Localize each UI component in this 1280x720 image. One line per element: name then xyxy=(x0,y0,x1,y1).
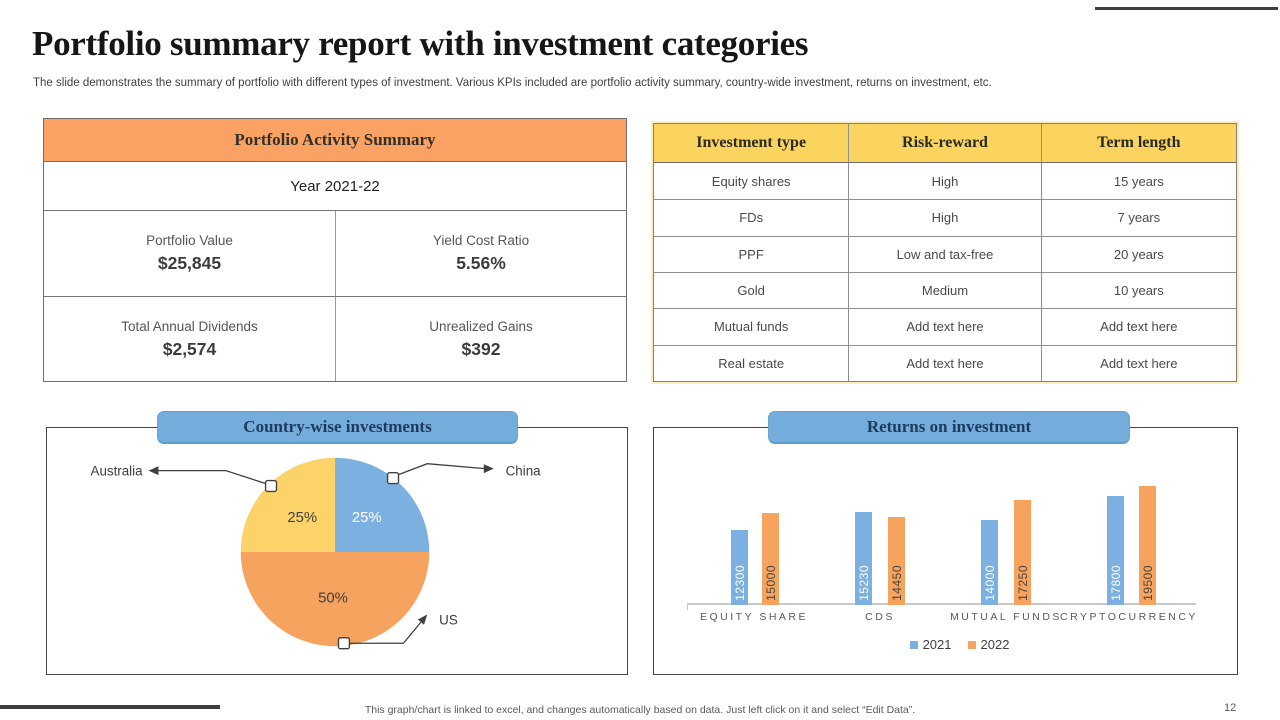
callout-line-china xyxy=(399,464,485,475)
legend-item-2022 xyxy=(968,637,1010,652)
bar-2021-equity-share[interactable] xyxy=(731,530,748,605)
x-axis-tick xyxy=(687,603,688,610)
footer-note: This graph/chart is linked to excel, and changes automatically based on data. Just left click on it and select “Edit Data”. xyxy=(364,704,916,716)
returns-bar-chart[interactable] xyxy=(653,427,1238,675)
bar-chart-title-banner xyxy=(768,411,1130,444)
kpi-label: Yield Cost Ratio xyxy=(432,233,530,248)
table-cell: Gold xyxy=(654,272,848,308)
bar-value-label: 12300 xyxy=(732,565,747,601)
column-header: Risk-reward xyxy=(848,124,1040,163)
category-label-cds: CDS xyxy=(865,611,895,623)
arrow-right-icon xyxy=(484,464,494,473)
adjust-handle-china[interactable] xyxy=(388,473,399,484)
column-header: Investment type xyxy=(654,124,848,163)
bar-value-label: 19500 xyxy=(1140,565,1155,601)
table-cell: 20 years xyxy=(1041,236,1236,272)
table-cell: High xyxy=(848,199,1040,235)
country-investments-pie-chart[interactable] xyxy=(46,427,628,675)
pie-label-china: China xyxy=(505,463,541,479)
kpi-label: Portfolio Value xyxy=(146,233,233,248)
page-title: Portfolio summary report with investment categories xyxy=(32,24,809,63)
bar-2022-mutual-funds[interactable] xyxy=(1014,500,1031,605)
table-cell: Add text here xyxy=(1041,345,1236,381)
legend-swatch-2021 xyxy=(910,641,918,649)
table-cell: Add text here xyxy=(848,345,1040,381)
table-cell: Real estate xyxy=(654,345,848,381)
investment-types-table[interactable] xyxy=(653,123,1237,382)
kpi-label: Unrealized Gains xyxy=(429,318,533,334)
pie-value-us: 50% xyxy=(318,590,348,607)
table-cell: 7 years xyxy=(1041,199,1236,235)
table-cell: FDs xyxy=(654,199,848,235)
top-accent-line xyxy=(1095,7,1278,10)
kpi-unrealized-gains xyxy=(335,297,626,381)
kpi-total-annual-dividends xyxy=(44,297,335,381)
table-cell: High xyxy=(848,163,1040,199)
bar-2021-mutual-funds[interactable] xyxy=(981,520,998,605)
bar-2021-cryptocurrency[interactable] xyxy=(1107,496,1124,605)
pie-chart-title-banner xyxy=(157,411,518,444)
bar-2022-equity-share[interactable] xyxy=(762,513,779,605)
kpi-value: 5.56% xyxy=(456,253,506,273)
legend-label: 2022 xyxy=(980,637,1010,652)
category-label-mutual-funds: MUTUAL FUNDS xyxy=(950,611,1062,623)
legend-swatch-2022 xyxy=(968,641,976,649)
pie-slice-china[interactable] xyxy=(335,458,429,552)
pie-value-australia: 25% xyxy=(287,510,318,527)
adjust-handle-australia[interactable] xyxy=(266,481,277,492)
pie-chart-canvas xyxy=(47,428,627,674)
kpi-label: Total Annual Dividends xyxy=(121,318,258,334)
callout-line-australia xyxy=(157,471,265,484)
page-subtitle: The slide demonstrates the summary of portfolio with different types of investment. Various KPIs included are portfolio activity summary, country-wide investment, returns on investment, etc. xyxy=(33,77,992,89)
bar-value-label: 17800 xyxy=(1108,565,1123,601)
bar-2022-cryptocurrency[interactable] xyxy=(1139,486,1156,605)
table-cell: 10 years xyxy=(1041,272,1236,308)
legend-item-2021 xyxy=(910,637,952,652)
pie-value-china: 25% xyxy=(351,510,382,527)
portfolio-activity-header: Portfolio Activity Summary xyxy=(44,119,626,162)
bar-value-label: 17250 xyxy=(1015,565,1030,601)
pie-chart-title: Country-wise investments xyxy=(243,417,432,436)
pie-label-us: US xyxy=(439,612,458,628)
bar-2021-cds[interactable] xyxy=(855,512,872,605)
table-cell: Mutual funds xyxy=(654,308,848,344)
period-cell: Year 2021-22 xyxy=(290,177,380,195)
kpi-yield-cost-ratio xyxy=(335,211,626,296)
kpi-value: $392 xyxy=(461,338,501,359)
category-label-equity-share: EQUITY SHARE xyxy=(700,611,808,623)
legend-label: 2021 xyxy=(922,637,952,652)
table-cell: Add text here xyxy=(848,308,1040,344)
column-header: Term length xyxy=(1041,124,1236,163)
table-cell: Low and tax-free xyxy=(848,236,1040,272)
portfolio-activity-table[interactable] xyxy=(43,118,627,382)
page-number: 12 xyxy=(1224,702,1237,714)
bar-value-label: 14450 xyxy=(889,565,904,601)
pie-slice-australia[interactable] xyxy=(241,458,335,552)
bar-value-label: 15000 xyxy=(763,565,778,601)
table-cell: Equity shares xyxy=(711,173,791,189)
table-cell: PPF xyxy=(654,236,848,272)
kpi-portfolio-value xyxy=(44,211,335,296)
pie-label-australia: Australia xyxy=(90,463,143,479)
table-cell: Medium xyxy=(848,272,1040,308)
arrow-left-icon xyxy=(149,466,159,475)
chart-legend xyxy=(668,637,1251,652)
kpi-value: $2,574 xyxy=(162,338,217,359)
bar-value-label: 14000 xyxy=(982,565,997,601)
table-cell: Add text here xyxy=(1041,308,1236,344)
bar-2022-cds[interactable] xyxy=(888,517,905,605)
bar-value-label: 15230 xyxy=(856,565,871,601)
table-cell: 15 years xyxy=(1041,163,1236,199)
kpi-value: $25,845 xyxy=(157,253,222,273)
category-label-cryptocurrency: CRYPTOCURRENCY xyxy=(1060,611,1198,623)
adjust-handle-us[interactable] xyxy=(338,638,349,649)
bar-chart-title: Returns on investment xyxy=(866,417,1032,436)
